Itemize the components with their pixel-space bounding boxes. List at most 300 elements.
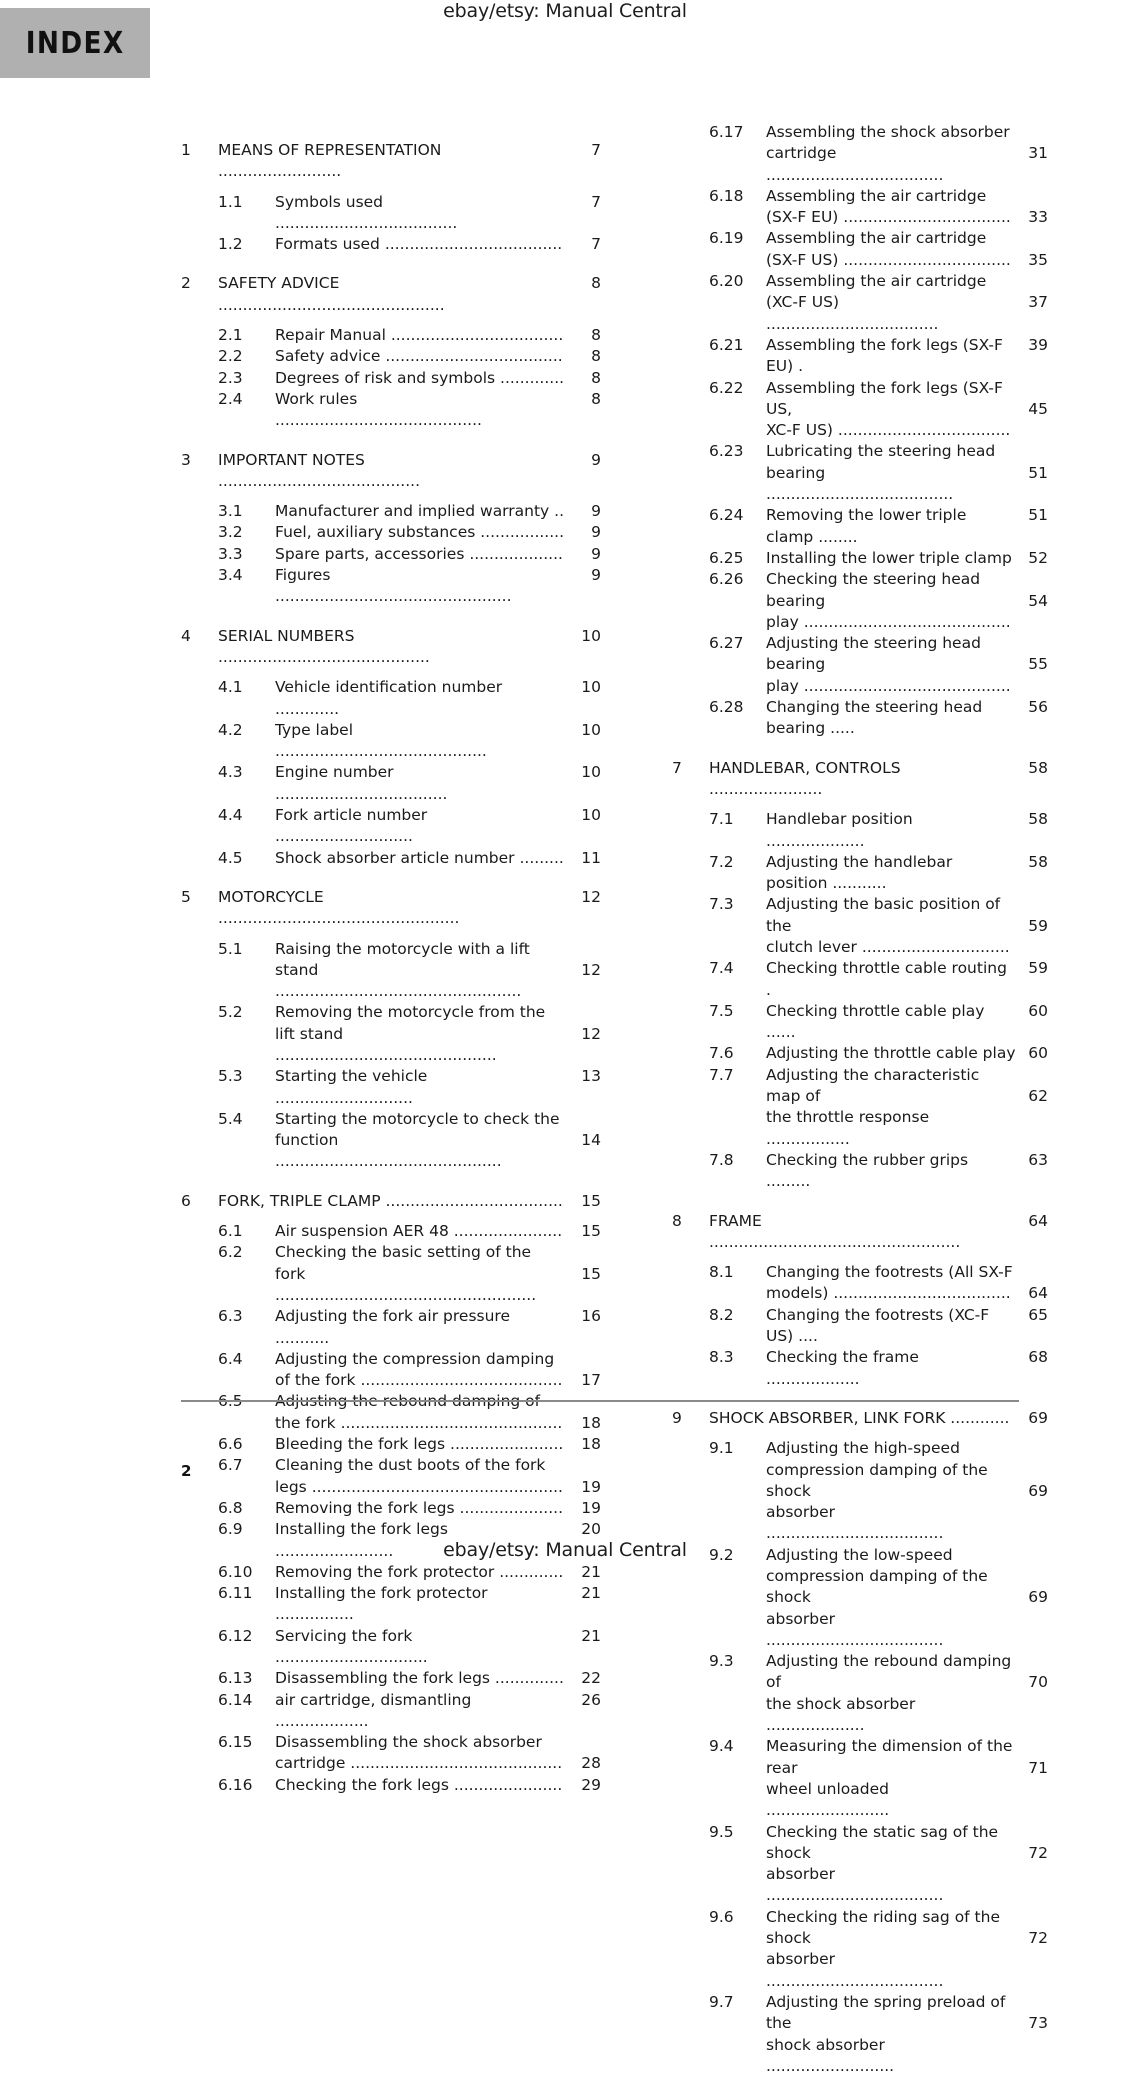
toc-entry-title [275,1668,571,1689]
toc-entry-title [766,122,1018,186]
toc-title-text: Vehicle identification number [275,678,503,697]
toc-entry-title [275,1498,571,1519]
toc-page-number: 58 [1028,810,1048,829]
toc-title-text: Assembling the air cartridge [766,229,987,248]
toc-title-text: Assembling the air cartridge [766,272,987,291]
toc-section-row[interactable] [181,762,601,805]
toc-title-text: Checking the riding sag of the shock [766,1907,1000,1948]
toc-page-number: 13 [581,1067,601,1086]
toc-title-line [275,1477,569,1498]
toc-page-number: 8 [591,274,601,293]
toc-title-text: Adjusting the basic position of the [766,895,1001,935]
toc-section-row[interactable] [672,697,1048,740]
toc-page-number: 7 [591,192,601,211]
toc-entry-title [275,939,571,1003]
chapter-number: 6 [181,1191,191,1210]
toc-section-row[interactable] [181,234,601,255]
toc-page-number: 28 [581,1754,601,1773]
section-number: 7.6 [709,1044,734,1063]
toc-section-row[interactable] [181,1583,601,1626]
toc-section-row[interactable] [672,186,1048,229]
toc-title-text: SAFETY ADVICE [218,274,340,293]
toc-title-text: Checking the basic setting of the [275,1243,532,1262]
toc-title-line [275,501,569,522]
toc-title-text: Checking the static sag of the shock [766,1822,999,1862]
toc-title-line [766,505,1016,548]
toc-entry-title [766,958,1018,1001]
toc-page-number: 63 [1028,1150,1048,1169]
section-number: 8.2 [709,1305,734,1324]
toc-title-text: Type label [275,720,354,739]
leader-dots: ................................... [385,326,564,345]
toc-page-number: 45 [1028,399,1048,418]
toc-page-number: 55 [1028,655,1048,674]
toc-section-row[interactable] [181,1498,601,1519]
leader-dots: ...................... [448,1222,563,1241]
section-number: 6.27 [709,634,744,653]
toc-page-number: 39 [1028,335,1048,354]
leader-dots: .................................... [766,165,944,184]
toc-section-row[interactable] [672,852,1048,895]
toc-section-row[interactable] [181,1221,601,1242]
toc-chapter-row[interactable] [181,887,601,930]
section-number: 8.3 [709,1348,734,1367]
toc-title-text: Installing the fork protector [275,1584,488,1603]
section-number: 6.13 [218,1669,253,1688]
toc-title-line [766,378,1016,421]
toc-section-row[interactable] [181,1066,601,1109]
toc-page-number: 10 [581,806,601,825]
toc-section-row[interactable] [672,1150,1048,1193]
toc-section-row[interactable] [181,368,601,389]
leader-dots: ............ [945,1408,1010,1427]
toc-entry-title [275,1626,571,1669]
toc-section-row[interactable] [181,522,601,543]
section-number: 9.6 [709,1907,734,1926]
toc-entry-title [766,1907,1018,1992]
leader-dots: ....................... [709,779,823,798]
toc-title-line [766,1150,1016,1193]
toc-title-text: compression damping of the shock [766,1567,988,1607]
toc-title-text: Symbols used [275,192,384,211]
section-number: 7.3 [709,895,734,914]
section-number: 4.4 [218,806,243,825]
toc-title-text: Handlebar position [766,810,913,829]
toc-title-line [275,544,569,565]
toc-title-text: bearing [766,463,826,482]
toc-entry-title [275,805,571,848]
toc-title-line [766,697,1016,740]
toc-title-text: (SX-F EU) [766,208,839,227]
toc-entry-title [766,378,1018,442]
toc-section-row[interactable] [181,544,601,565]
leader-dots: ................................... [766,314,939,333]
leader-dots: . [793,357,804,376]
toc-title-line [766,143,1016,186]
toc-section-row[interactable] [672,958,1048,1001]
section-number: 6.2 [218,1243,243,1262]
toc-section-row[interactable] [181,501,601,522]
toc-section-row[interactable] [672,633,1048,697]
toc-title-line [275,368,569,389]
leader-dots: ................................... [832,421,1011,440]
toc-title-line [275,762,569,805]
section-number: 5.1 [218,939,243,958]
toc-entry-title [218,273,571,316]
toc-title-line [766,1305,1016,1348]
leader-dots: .............................................. [275,1152,502,1171]
toc-title-text: the fork [275,1413,336,1432]
toc-title-line [275,1583,569,1626]
leader-dots: ................................... [275,784,448,803]
toc-title-text: Starting the vehicle [275,1067,428,1086]
toc-section-row[interactable] [181,1668,601,1689]
section-number: 6.17 [709,123,744,141]
toc-chapter-row[interactable] [672,758,1048,801]
leader-dots: .................................... [766,1971,944,1990]
toc-title-line [275,325,569,346]
toc-title-text: (SX-F US) [766,250,839,269]
leader-dots: ................... [275,1711,369,1730]
toc-page-number: 29 [581,1775,601,1794]
toc-title-line [766,676,1016,697]
toc-section-row[interactable] [181,346,601,367]
toc-section-row[interactable] [181,1391,601,1434]
toc-page-number: 9 [591,566,601,585]
toc-title-text: Removing the fork protector [275,1562,495,1581]
toc-page-number: 35 [1028,250,1048,269]
toc-title-text: Changing the steering head bearing [766,698,983,738]
chapter-number: 8 [672,1211,682,1230]
leader-dots: ............................................. [335,1413,563,1432]
toc-title-line [766,441,1016,462]
leader-dots: .... [793,1327,818,1346]
toc-title-line [766,569,1016,612]
leader-dots: ........................................... [345,1754,563,1773]
toc-entry-title [766,548,1018,569]
toc-section-row[interactable] [672,1043,1048,1064]
toc-title-line [766,122,1016,143]
toc-title-line [766,1949,1016,1992]
toc-section-row[interactable] [181,720,601,763]
toc-title-text: Checking throttle cable routing [766,959,1007,978]
toc-title-line [766,1566,1016,1609]
toc-page-number: 54 [1028,591,1048,610]
toc-entry-title [275,1221,571,1242]
toc-title-text: Adjusting the low-speed [766,1545,953,1564]
toc-page-number: 10 [581,720,601,739]
toc-page-number: 52 [1028,548,1048,567]
toc-title-text: Removing the motorcycle from the [275,1003,546,1022]
toc-section-row[interactable] [181,939,601,1003]
toc-title-line [275,1264,569,1307]
toc-title-text: Manufacturer and implied warranty [275,502,550,521]
toc-entry-title [218,140,571,183]
toc-page-number: 15 [581,1264,601,1283]
toc-title-line [218,626,569,669]
toc-section-row[interactable] [181,1562,601,1583]
toc-title-line [275,1753,569,1774]
toc-entry-title [275,544,571,565]
section-number [218,1391,275,1412]
toc-entry-title [275,522,571,543]
toc-section-row[interactable] [181,1732,601,1775]
toc-entry-title [275,565,571,608]
toc-section-row[interactable] [181,389,601,432]
toc-page-number: 62 [1028,1087,1048,1106]
toc-title-line [275,1775,569,1796]
leader-dots: .............. [489,1669,564,1688]
toc-entry-title [275,677,571,720]
toc-page-number: 64 [1028,1211,1048,1230]
toc-page-number: 18 [581,1435,601,1454]
toc-section-row[interactable] [672,1822,1048,1907]
toc-title-text: stand [275,960,319,979]
toc-entry-title [275,501,571,522]
toc-section-row[interactable] [672,1438,1048,1544]
section-number: 4.1 [218,678,243,697]
toc-section-row[interactable] [672,378,1048,442]
section-number: 6.16 [218,1775,253,1794]
toc-title-text: Disassembling the fork legs [275,1669,490,1688]
section-number: 1.2 [218,235,243,254]
toc-entry-title [275,720,571,763]
toc-entry-title [766,852,1018,895]
toc-entry-title [766,894,1018,958]
toc-title-text: wheel unloaded [766,1779,889,1798]
toc-title-text: the throttle response [766,1108,930,1127]
toc-entry-title [766,1043,1018,1064]
toc-section-row[interactable] [181,1775,601,1796]
toc-chapter-row[interactable] [181,273,601,316]
toc-section-row[interactable] [672,1305,1048,1348]
toc-section-row[interactable] [181,565,601,608]
toc-title-text: absorber [766,1503,836,1522]
toc-section-row[interactable] [181,848,601,869]
toc-title-text: Adjusting the fork air pressure [275,1307,510,1326]
toc-title-text: Checking the steering head bearing [766,570,981,610]
toc-entry-title [275,1690,571,1733]
toc-page-number: 14 [581,1131,601,1150]
toc-chapter-row[interactable] [672,1211,1048,1254]
toc-chapter-row[interactable] [672,1408,1048,1429]
toc-section-row[interactable] [672,1065,1048,1150]
toc-title-text: Assembling the fork legs (SX-F EU) [766,335,1003,376]
section-number: 6.26 [709,570,744,589]
toc-title-text: lift stand [275,1024,344,1043]
toc-title-text: Assembling the shock absorber [766,123,1010,141]
toc-section-row[interactable] [672,1347,1048,1390]
leader-dots: .................................... [380,1191,563,1210]
toc-entry-title [275,1306,571,1349]
leader-dots: ..................... [454,1498,564,1517]
toc-page-number: 64 [1028,1284,1048,1303]
toc-title-line [766,1262,1016,1283]
toc-title-line [275,346,569,367]
toc-section-row[interactable] [181,325,601,346]
toc-section-row[interactable] [181,1306,601,1349]
toc-title-text: clutch lever [766,937,857,956]
toc-entry-title [766,569,1018,633]
toc-title-line [766,1609,1016,1652]
toc-column-left [181,122,601,2077]
leader-dots: ............. [494,1562,564,1581]
toc-title-line [766,1065,1016,1108]
toc-title-line [275,939,569,960]
toc-section-row[interactable] [672,1992,1048,2077]
toc-chapter-row[interactable] [181,626,601,669]
toc-section-row[interactable] [672,122,1048,186]
toc-title-text: Changing the footrests (All SX-F [766,1263,1013,1282]
toc-page-number: 58 [1028,852,1048,871]
toc-title-line [766,1992,1016,2035]
toc-title-line [275,960,569,1003]
leader-dots: ..................................................... [275,1285,537,1304]
section-number: 3.3 [218,544,243,563]
toc-page-number: 17 [581,1371,601,1390]
toc-entry-title [766,1438,1018,1544]
toc-title-text: Fuel, auxiliary substances [275,523,476,542]
leader-dots: .................................................. [275,982,522,1001]
toc-entry-title [766,441,1018,505]
toc-title-line [275,1626,569,1669]
toc-chapter-row[interactable] [181,450,601,493]
toc-section-row[interactable] [672,1907,1048,1992]
toc-title-line [275,1562,569,1583]
toc-page-number: 15 [581,1222,601,1241]
toc-entry-title [218,887,571,930]
toc-title-text: Installing the lower triple clamp [766,548,1012,567]
toc-section-row[interactable] [181,1242,601,1306]
section-number: 6.10 [218,1562,253,1581]
toc-title-line [218,450,569,493]
toc-entry-title [766,633,1018,697]
toc-section-row[interactable] [181,1455,601,1498]
toc-entry-title [218,450,571,493]
section-number: 6.15 [218,1733,253,1752]
leader-dots: ................. [475,523,565,542]
toc-title-line [766,207,1016,228]
toc-entry-title [275,346,571,367]
index-tab-label: INDEX [25,25,125,61]
toc-title-text: Adjusting the spring preload of the [766,1992,1006,2033]
toc-section-row[interactable] [672,505,1048,548]
toc-section-row[interactable] [181,1690,601,1733]
toc-title-text: legs [275,1477,307,1496]
footer-divider [181,1400,1019,1402]
toc-title-line [275,1455,569,1476]
section-number: 7.8 [709,1150,734,1169]
toc-page-number: 9 [591,450,601,469]
section-number: 9.4 [709,1737,734,1756]
section-number: 3.2 [218,523,243,542]
toc-title-line [766,1779,1016,1822]
toc-section-row[interactable] [672,809,1048,852]
toc-section-row[interactable] [181,1626,601,1669]
leader-dots: ................................................. [218,909,460,928]
section-number: 6.6 [218,1435,243,1454]
leader-dots: .................................... [766,1886,944,1905]
leader-dots: .................................... [828,1284,1011,1303]
toc-title-text: Spare parts, accessories [275,544,465,563]
toc-section-row[interactable] [181,1109,601,1173]
leader-dots: .................................... [379,235,563,254]
toc-page-number: 8 [591,326,601,345]
toc-title-text: models) [766,1284,829,1303]
toc-section-row[interactable] [181,1434,601,1455]
toc-section-row[interactable] [181,677,601,720]
section-number: 4.2 [218,720,243,739]
toc-title-line [766,958,1016,1001]
toc-title-line [218,273,569,316]
toc-page-number: 15 [581,1191,601,1210]
toc-section-row[interactable] [672,569,1048,633]
leader-dots: ........... [275,1328,330,1347]
toc-section-row[interactable] [181,805,601,848]
toc-title-text: HANDLEBAR, CONTROLS [709,758,901,777]
section-number: 6.23 [709,442,744,461]
toc-title-line [275,1306,569,1349]
toc-section-row[interactable] [672,335,1048,378]
section-number: 6.12 [218,1626,253,1645]
toc-title-text: Assembling the fork legs (SX-F US, [766,378,1003,418]
toc-entry-title [275,1732,571,1775]
leader-dots: ........................ [275,1541,394,1560]
section-number: 6.7 [218,1456,243,1475]
toc-section-row[interactable] [181,1002,601,1066]
toc-section-row[interactable] [672,1262,1048,1305]
toc-chapter-row[interactable] [181,1191,601,1212]
section-number: 6.8 [218,1498,243,1517]
leader-dots: .......................... [766,2056,895,2075]
toc-entry-title [218,626,571,669]
toc-section-row[interactable] [672,1651,1048,1736]
toc-title-line [766,463,1016,506]
toc-title-text: Checking the rubber grips [766,1150,969,1169]
toc-page-number: 19 [581,1498,601,1517]
toc-section-row[interactable] [672,1001,1048,1044]
toc-entry-title [275,234,571,255]
leader-dots: ................... [464,544,563,563]
toc-section-row[interactable] [672,271,1048,335]
toc-title-text: (XC-F US) [766,293,840,312]
toc-section-row[interactable] [672,548,1048,569]
toc-section-row[interactable] [672,441,1048,505]
leader-dots: ............. [495,368,565,387]
toc-title-line [275,1109,569,1130]
toc-section-row[interactable] [672,894,1048,958]
toc-chapter-row[interactable] [181,140,601,183]
leader-dots: ................................................... [709,1232,961,1251]
section-number: 7.4 [709,959,734,978]
toc-title-line [766,271,1016,292]
toc-section-row[interactable] [672,1736,1048,1821]
toc-title-line [766,2035,1016,2077]
section-number: 6.18 [709,186,744,205]
section-number: 6.9 [218,1520,243,1539]
toc-entry-title [766,1651,1018,1736]
toc-title-line [275,1221,569,1242]
leader-dots: . [766,980,771,999]
toc-title-text: fork [275,1264,306,1283]
toc-section-row[interactable] [672,228,1048,271]
toc-entry-title [275,368,571,389]
toc-section-row[interactable] [181,192,601,235]
toc-page-number: 56 [1028,698,1048,717]
toc-section-row[interactable] [181,1349,601,1392]
toc-title-line [275,565,569,608]
leader-dots: .......................................... [798,676,1011,695]
